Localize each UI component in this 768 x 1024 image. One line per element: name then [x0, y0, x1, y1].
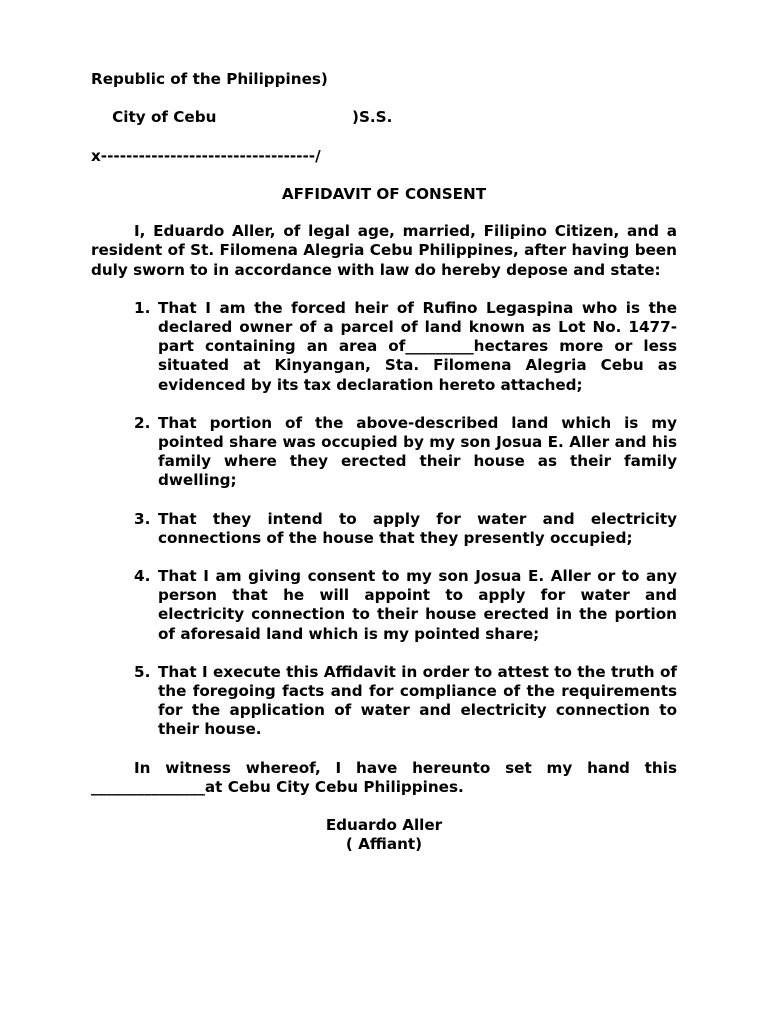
statement-item	[91, 567, 677, 644]
caption-rule: x----------------------------------/	[91, 146, 321, 165]
caption-city-line	[91, 89, 677, 147]
item-text: That portion of the above-described land which is my pointed share was occupied by my son Josua E. Aller and his family where they erected their house as their family dwelling;	[158, 413, 677, 490]
document-title: AFFIDAVIT OF CONSENT	[281, 185, 487, 204]
statement-list	[91, 299, 677, 740]
caption-ss: )S.S.	[352, 108, 393, 127]
item-number: 1.	[134, 298, 151, 317]
item-text: That I am the forced heir of Rufino Legaspina who is the declared owner of a parcel of land known as Lot No. 1477-part containing an area of_________hectares more or less situated at Kinyangan, Sta. Filomena Alegria Cebu as evidenced by its tax declaration hereto attached;	[158, 298, 677, 394]
signature-block	[91, 816, 677, 854]
affiant-role: ( Affiant)	[345, 835, 423, 854]
witness-paragraph: In witness whereof, I have hereunto set my hand this _______________at Cebu City Cebu Philippines.	[91, 758, 677, 796]
affiant-name: Eduardo Aller	[325, 816, 443, 835]
affidavit-document	[91, 70, 677, 855]
caption-city: City of Cebu	[112, 108, 217, 127]
statement-item	[91, 299, 677, 395]
caption-republic: Republic of the Philippines)	[91, 70, 328, 88]
statement-item	[91, 663, 677, 740]
item-number: 5.	[134, 662, 151, 681]
statement-item	[91, 414, 677, 491]
statement-item	[91, 510, 677, 548]
intro-paragraph: I, Eduardo Aller, of legal age, married, Filipino Citizen, and a resident of St. Filomena Alegria Cebu Philippines, after having been duly sworn to in accordance with law do hereby depose and state:	[91, 222, 677, 279]
item-number: 4.	[134, 567, 151, 586]
item-text: That they intend to apply for water and electricity connections of the house that they presently occupied;	[158, 509, 677, 547]
item-number: 3.	[134, 509, 151, 528]
item-text: That I execute this Affidavit in order to attest to the truth of the foregoing facts and for compliance of the requirements for the application of water and electricity connection to their house.	[158, 662, 677, 739]
item-number: 2.	[134, 413, 151, 432]
item-text: That I am giving consent to my son Josua E. Aller or to any person that he will appoint to apply for water and electricity connection to their house erected in the portion of aforesaid land which is my pointed share;	[158, 567, 677, 643]
